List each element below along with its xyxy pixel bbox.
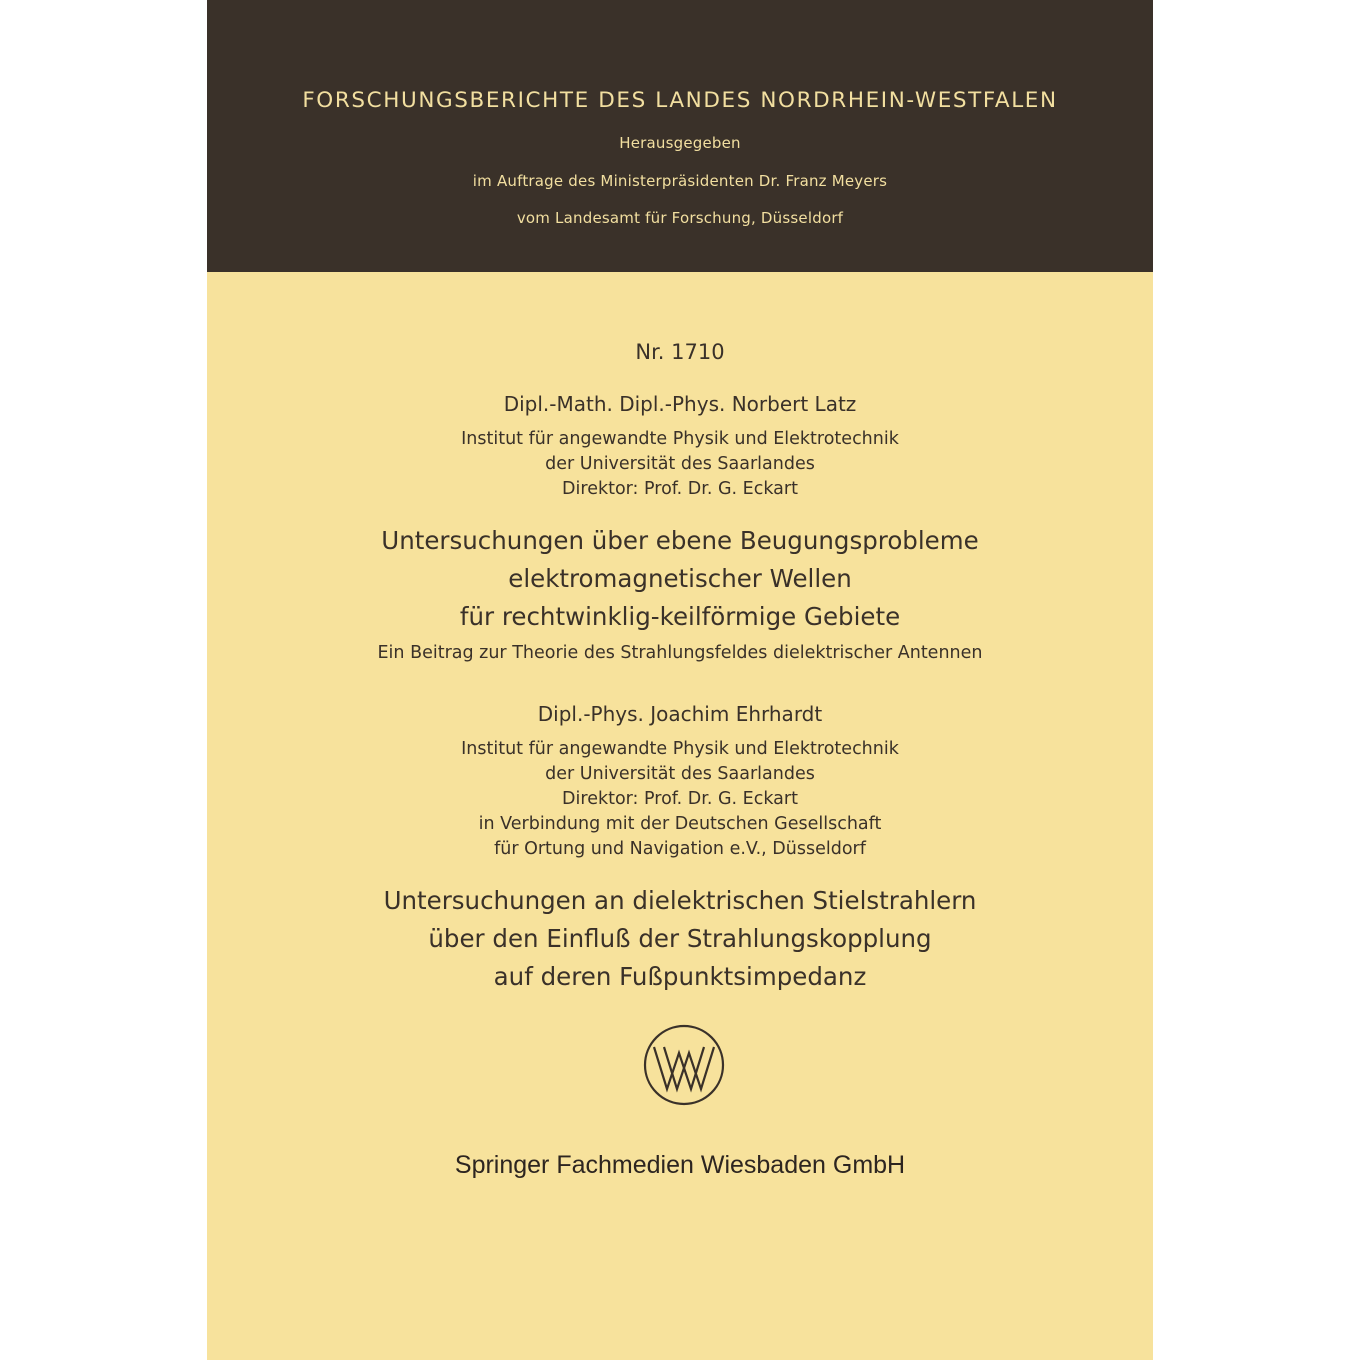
- affiliation-latz-line-3: Direktor: Prof. Dr. G. Eckart: [562, 479, 798, 499]
- report-number: Nr. 1710: [635, 340, 725, 364]
- affiliation-latz-line-1: Institut für angewandte Physik und Elektrotechnik: [461, 429, 899, 449]
- affiliation-ehrhardt-line-5: für Ortung und Navigation e.V., Düsseldorf: [494, 839, 866, 859]
- book-cover: [207, 0, 1153, 1360]
- title-ehrhardt-line-2: über den Einfluß der Strahlungskopplung: [428, 924, 932, 953]
- title-latz-line-1: Untersuchungen über ebene Beugungsprobleme: [381, 526, 979, 555]
- affiliation-ehrhardt-line-4: in Verbindung mit der Deutschen Gesellschaft: [478, 814, 882, 834]
- affiliation-latz-line-2: der Universität des Saarlandes: [545, 454, 815, 474]
- header-band: [207, 0, 1153, 272]
- title-ehrhardt-line-3: auf deren Fußpunktsimpedanz: [493, 962, 867, 991]
- affiliation-ehrhardt-line-3: Direktor: Prof. Dr. G. Eckart: [562, 789, 798, 809]
- publisher-ww-logo-icon: [642, 1023, 726, 1107]
- author-latz: Dipl.-Math. Dipl.-Phys. Norbert Latz: [503, 392, 857, 416]
- affiliation-ehrhardt-line-1: Institut für angewandte Physik und Elektrotechnik: [461, 739, 899, 759]
- title-latz-line-3: für rechtwinklig-keilförmige Gebiete: [459, 602, 901, 631]
- subtitle-latz: Ein Beitrag zur Theorie des Strahlungsfeldes dielektrischer Antennen: [377, 643, 983, 663]
- author-ehrhardt: Dipl.-Phys. Joachim Ehrhardt: [537, 702, 823, 726]
- series-title: FORSCHUNGSBERICHTE DES LANDES NORDRHEIN-WESTFALEN: [302, 88, 1058, 113]
- commission-line: im Auftrage des Ministerpräsidenten Dr. Franz Meyers: [472, 172, 888, 190]
- publisher-name: Springer Fachmedien Wiesbaden GmbH: [454, 1151, 906, 1179]
- affiliation-ehrhardt-line-2: der Universität des Saarlandes: [545, 764, 815, 784]
- title-latz-line-2: elektromagnetischer Wellen: [508, 564, 852, 593]
- title-ehrhardt-line-1: Untersuchungen an dielektrischen Stielstrahlern: [383, 886, 977, 915]
- office-line: vom Landesamt für Forschung, Düsseldorf: [516, 209, 844, 227]
- editor-line: Herausgegeben: [619, 134, 741, 152]
